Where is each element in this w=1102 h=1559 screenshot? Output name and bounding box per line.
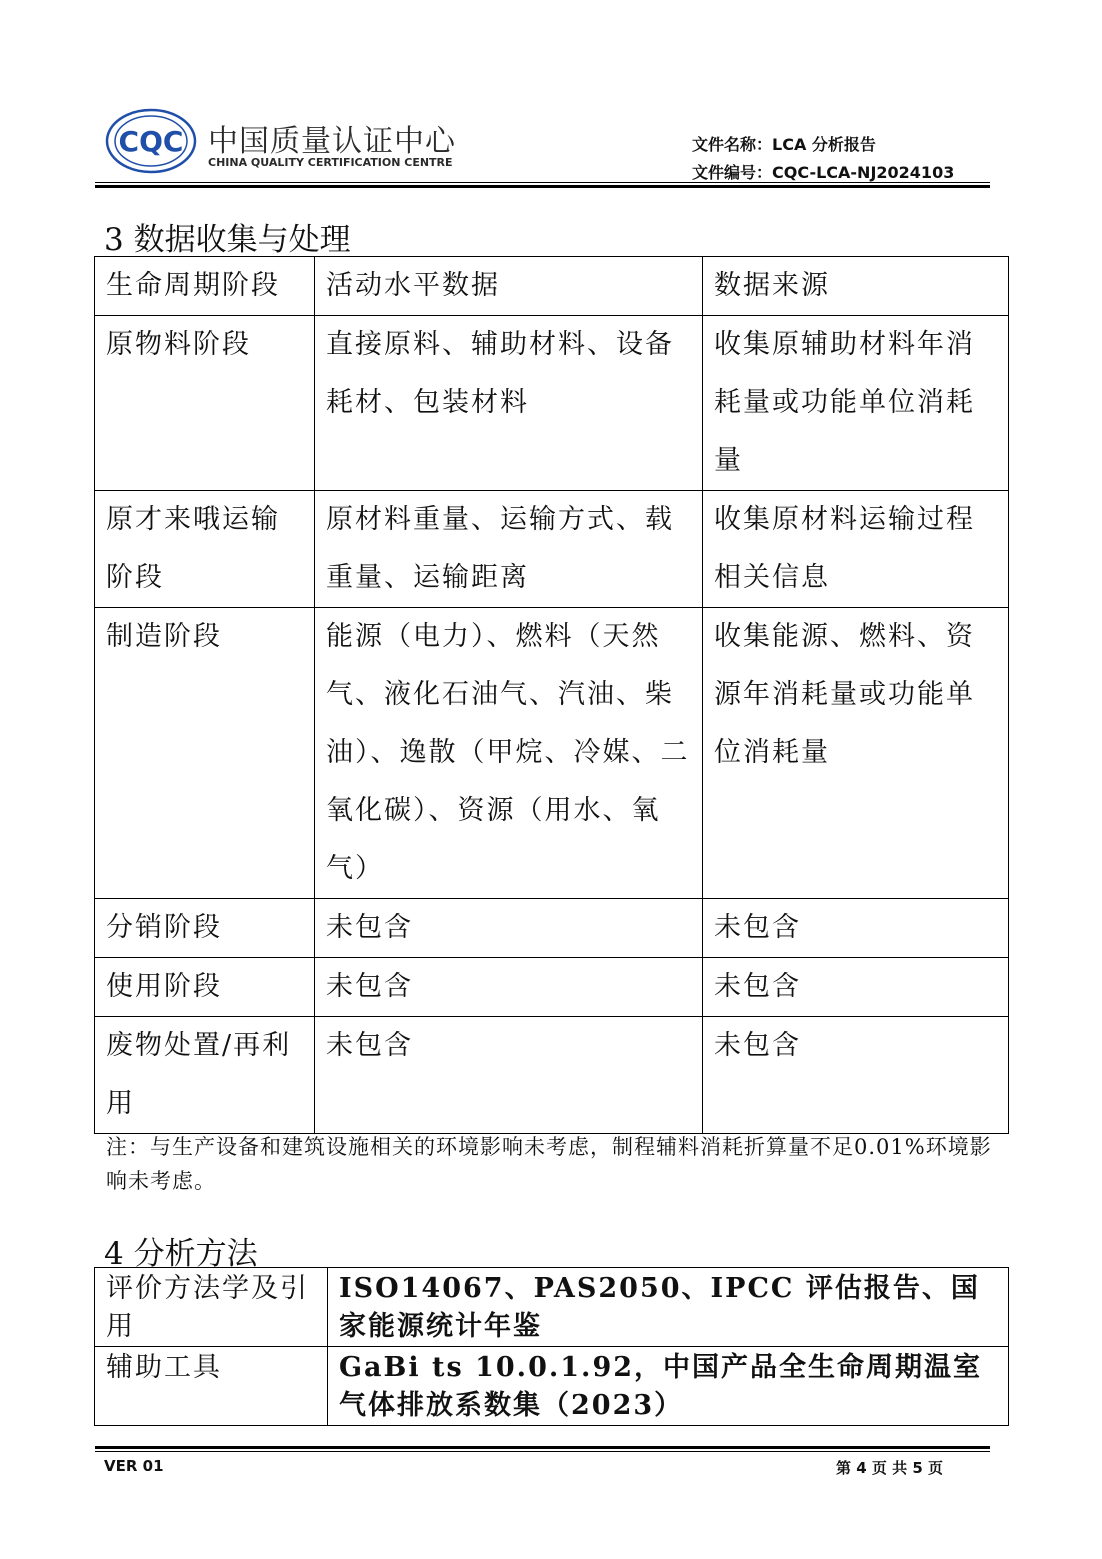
section-4-heading: 4 分析方法 xyxy=(104,1236,258,1272)
table-cell: 原才来哦运输阶段 xyxy=(95,491,315,608)
table-cell: 未包含 xyxy=(703,1017,1009,1134)
table-cell: 未包含 xyxy=(703,899,1009,958)
table-row xyxy=(95,491,1009,608)
data-collection-table xyxy=(94,256,1009,1134)
table-note: 注：与生产设备和建筑设施相关的环境影响未考虑，制程辅料消耗折算量不足0.01%环境影响未考虑。 xyxy=(106,1135,992,1193)
org-name-zh: 中国质量认证中心 xyxy=(208,124,456,159)
table-row xyxy=(95,1347,1009,1426)
table-cell: 废物处置/再利用 xyxy=(95,1017,315,1134)
table-cell: 制造阶段 xyxy=(95,608,315,899)
table-row xyxy=(95,899,1009,958)
org-name-en: CHINA QUALITY CERTIFICATION CENTRE xyxy=(208,156,453,169)
footer-divider-thin xyxy=(95,1451,990,1452)
table-cell: 未包含 xyxy=(315,958,703,1017)
table-cell: 收集原材料运输过程相关信息 xyxy=(703,491,1009,608)
analysis-method-table xyxy=(94,1267,1009,1426)
table-cell: 使用阶段 xyxy=(95,958,315,1017)
table-cell: 辅助工具 xyxy=(95,1347,328,1426)
table-cell: 能源（电力）、燃料（天然气、液化石油气、汽油、柴油）、逸散（甲烷、冷媒、二氧化碳）、资源（用水、氧气） xyxy=(315,608,703,899)
header-divider-thin xyxy=(95,182,990,183)
table-cell: 未包含 xyxy=(315,1017,703,1134)
table-cell: 收集能源、燃料、资源年消耗量或功能单位消耗量 xyxy=(703,608,1009,899)
table-row xyxy=(95,316,1009,491)
page-number: 第 4 页 共 5 页 xyxy=(836,1459,943,1477)
version-label: VER 01 xyxy=(104,1457,164,1475)
table-cell: 收集原辅助材料年消耗量或功能单位消耗量 xyxy=(703,316,1009,491)
table-cell: 分销阶段 xyxy=(95,899,315,958)
table-cell: 未包含 xyxy=(703,958,1009,1017)
table-cell: 原材料重量、运输方式、载重量、运输距离 xyxy=(315,491,703,608)
table-row xyxy=(95,958,1009,1017)
table-row xyxy=(95,608,1009,899)
file-name: 文件名称：LCA 分析报告 xyxy=(692,135,876,154)
column-header: 生命周期阶段 xyxy=(95,257,315,316)
header-divider-thick xyxy=(95,185,990,188)
table-cell: 原物料阶段 xyxy=(95,316,315,491)
table-cell: ISO14067、PAS2050、IPCC 评估报告、国家能源统计年鉴 xyxy=(328,1268,1009,1347)
column-header: 数据来源 xyxy=(703,257,1009,316)
table-header-row xyxy=(95,257,1009,316)
table-cell: GaBi ts 10.0.1.92，中国产品全生命周期温室气体排放系数集（2023） xyxy=(328,1347,1009,1426)
table-cell: 评价方法学及引用 xyxy=(95,1268,328,1347)
logo-text: CQC xyxy=(118,125,184,158)
table-cell: 直接原料、辅助材料、设备耗材、包装材料 xyxy=(315,316,703,491)
section-3-heading: 3 数据收集与处理 xyxy=(104,222,351,258)
cqc-logo xyxy=(105,108,197,174)
footer-divider-thick xyxy=(95,1446,990,1449)
file-number: 文件编号：CQC-LCA-NJ2024103 xyxy=(692,163,955,182)
column-header: 活动水平数据 xyxy=(315,257,703,316)
table-cell: 未包含 xyxy=(315,899,703,958)
table-row xyxy=(95,1017,1009,1134)
table-row xyxy=(95,1268,1009,1347)
